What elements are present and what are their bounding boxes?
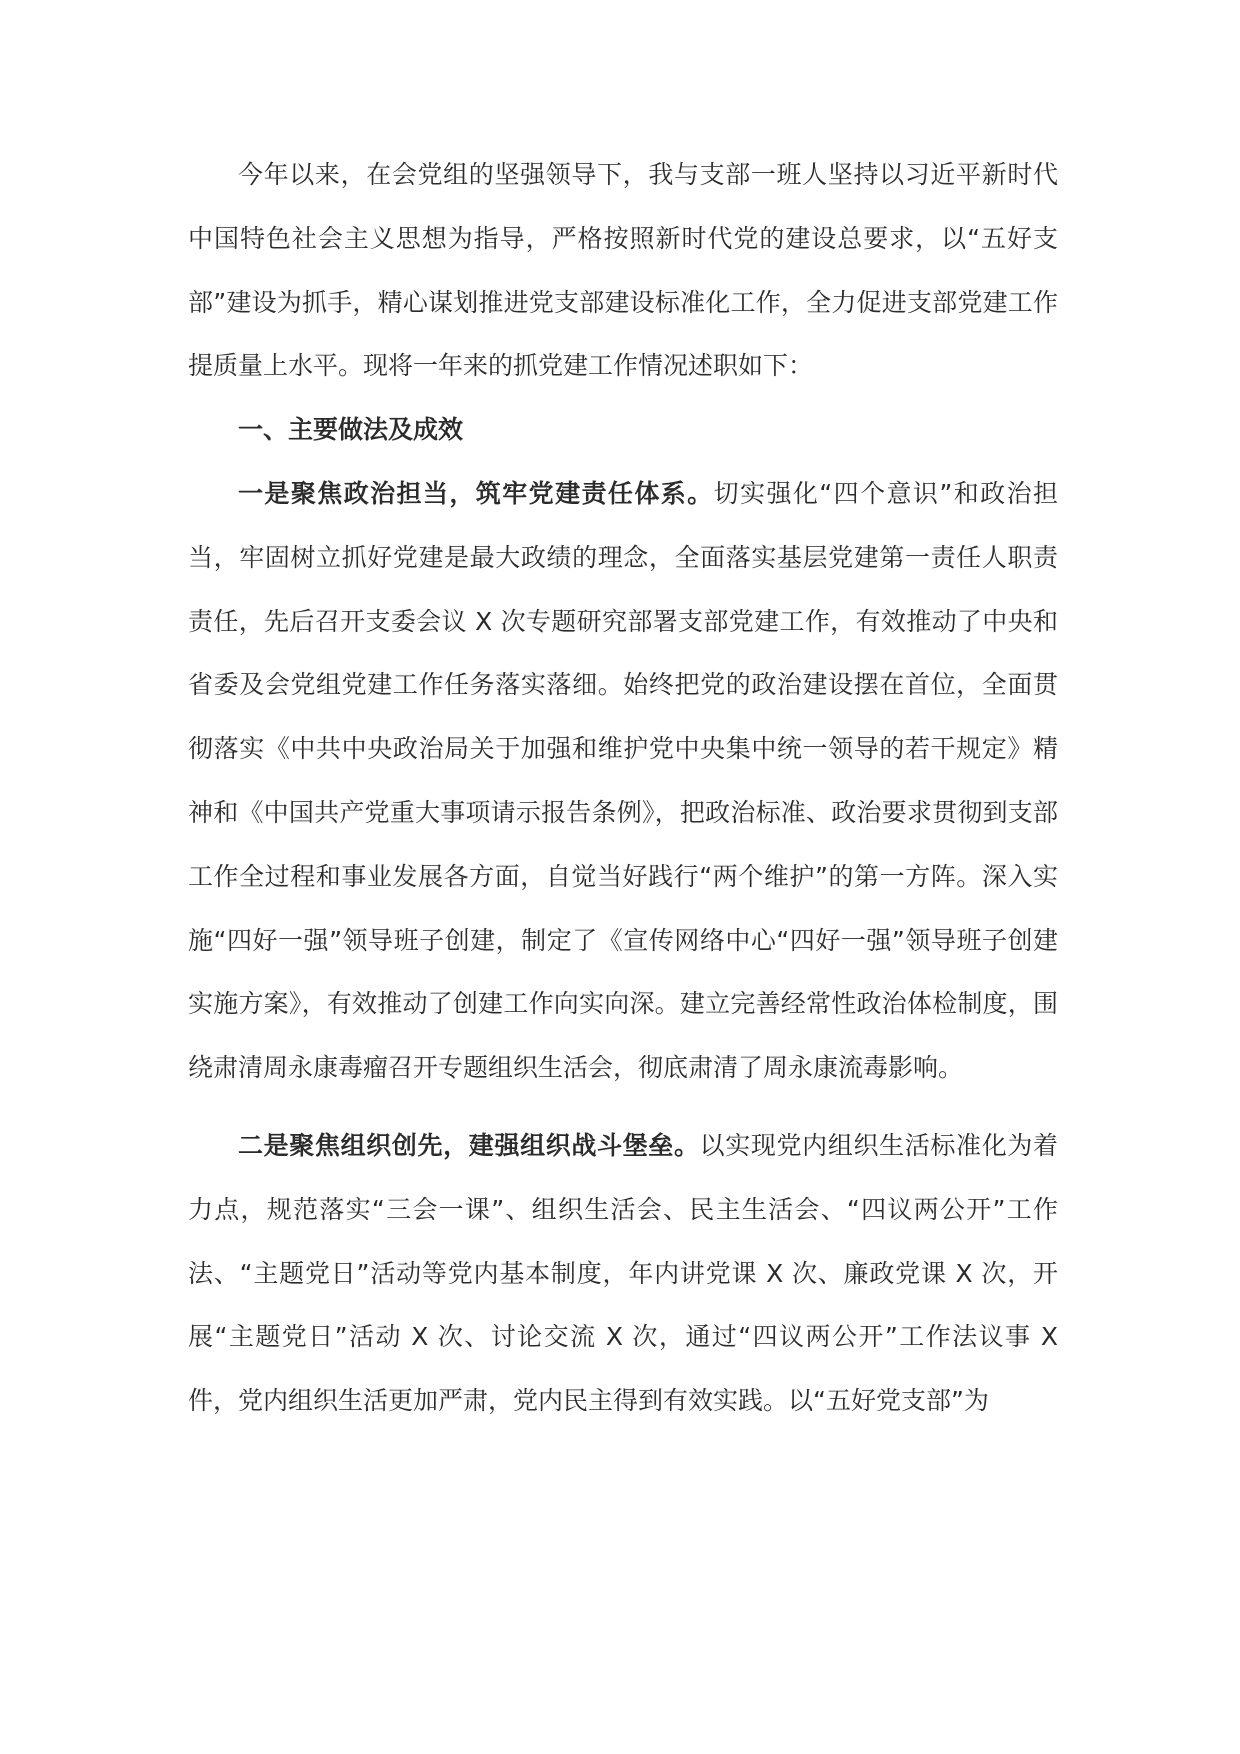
paragraph-gap	[188, 1100, 1058, 1114]
item2-body: 以实现党内组织生活标准化为着力点，规范落实“三会一课”、组织生活会、民主生活会、“四议两公开”工作法、“主题党日”活动等党内基本制度，年内讲党课 X 次、廉政党课 X 次，开展“主题党日”活动 X 次、讨论交流 X 次，通过“四议两公开”工作法议事 X 件，党内组织生活更加严肃，党内民主得到有效实践。以“五好党支部”为	[188, 1130, 1058, 1416]
section-heading: 一、主要做法及成效	[238, 415, 464, 445]
document-body	[188, 143, 1058, 1433]
item1-body: 切实强化“四个意识”和政治担当，牢固树立抓好党建是最大政绩的理念，全面落实基层党建第一责任人职责责任，先后召开支委会议 X 次专题研究部署支部党建工作，有效推动了中央和省委及会党组党建工作任务落实落细。始终把党的政治建设摆在首位，全面贯彻落实《中共中央政治局关于加强和维护党中央集中统一领导的若干规定》精神和《中国共产党重大事项请示报告条例》，把政治标准、政治要求贯彻到支部工作全过程和事业发展各方面，自觉当好践行“两个维护”的第一方阵。深入实施“四好一强”领导班子创建，制定了《宣传网络中心“四好一强”领导班子创建实施方案》，有效推动了创建工作向实向深。建立完善经常性政治体检制度，围绕肃清周永康毒瘤召开专题组织生活会，彻底肃清了周永康流毒影响。	[188, 478, 1058, 1083]
item1-lead: 一是聚焦政治担当，筑牢党建责任体系。	[238, 478, 714, 508]
item1-paragraph	[188, 462, 1058, 1100]
item2-lead: 二是聚焦组织创先，建强组织战斗堡垒。	[238, 1130, 700, 1160]
intro-paragraph: 今年以来，在会党组的坚强领导下，我与支部一班人坚持以习近平新时代中国特色社会主义思想为指导，严格按照新时代党的建设总要求，以“五好支部”建设为抓手，精心谋划推进党支部建设标准化工作，全力促进支部党建工作提质量上水平。现将一年来的抓党建工作情况述职如下：	[188, 160, 1058, 381]
item2-paragraph	[188, 1114, 1058, 1433]
